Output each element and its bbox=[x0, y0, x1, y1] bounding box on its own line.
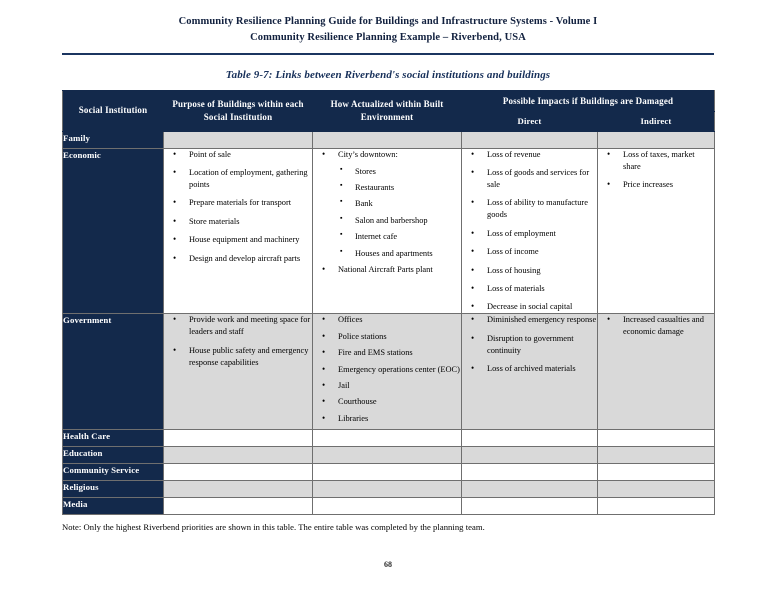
actualized-cell bbox=[313, 447, 462, 464]
bullet-item: • Diminished emergency response bbox=[462, 314, 597, 326]
bullet-item: • Location of employment, gathering points bbox=[164, 167, 312, 191]
institution-name-cell: Media bbox=[63, 498, 164, 515]
purpose-cell bbox=[164, 481, 313, 498]
bullet-item-label: Libraries bbox=[338, 413, 369, 423]
column-header-group-impacts: Possible Impacts if Buildings are Damaged bbox=[462, 90, 715, 112]
actualized-cell bbox=[313, 481, 462, 498]
table-row bbox=[63, 481, 715, 498]
column-header-social-institution: Social Institution bbox=[63, 90, 164, 131]
table-row bbox=[63, 447, 715, 464]
page-number: 68 bbox=[384, 560, 392, 569]
institution-name-cell: Government bbox=[63, 314, 164, 430]
sub-bullet-item: ▪ Salon and barbershop bbox=[338, 215, 461, 227]
indirect-impacts-cell bbox=[598, 447, 715, 464]
bullet-item bbox=[313, 364, 461, 376]
bullet-list bbox=[164, 314, 312, 368]
purpose-cell bbox=[164, 498, 313, 515]
sub-bullet-item: ▪ Stores bbox=[338, 166, 461, 178]
bullet-item: • Loss of ability to manufacture goods bbox=[462, 197, 597, 221]
purpose-cell bbox=[164, 447, 313, 464]
indirect-impacts-cell bbox=[598, 430, 715, 447]
bullet-item bbox=[313, 264, 461, 276]
sub-bullet-item: ▪ Bank bbox=[338, 198, 461, 210]
bullet-item-label: City’s downtown: bbox=[338, 149, 398, 159]
indirect-impacts-cell bbox=[598, 481, 715, 498]
running-header bbox=[0, 0, 776, 47]
running-header-line-2: Community Resilience Planning Example – Riverbend, USA bbox=[250, 32, 526, 44]
bullet-item-label: Courthouse bbox=[338, 397, 377, 407]
bullet-item bbox=[313, 413, 461, 425]
bullet-item: • Loss of revenue bbox=[462, 149, 597, 161]
bullet-item: • Increased casualties and economic damage bbox=[598, 314, 714, 338]
bullet-item: • Loss of archived materials bbox=[462, 363, 597, 375]
purpose-cell bbox=[164, 148, 313, 314]
direct-impacts-cell bbox=[462, 430, 598, 447]
purpose-cell bbox=[164, 131, 313, 148]
bullet-item-label: Fire and EMS stations bbox=[338, 348, 413, 358]
bullet-item: • Provide work and meeting space for leaders and staff bbox=[164, 314, 312, 338]
table-row bbox=[63, 498, 715, 515]
bullet-item: • Design and develop aircraft parts bbox=[164, 253, 312, 265]
direct-impacts-cell bbox=[462, 314, 598, 430]
bullet-item: • Decrease in social capital bbox=[462, 301, 597, 313]
bullet-list bbox=[598, 314, 714, 338]
bullet-item bbox=[313, 314, 461, 326]
table-caption: Table 9-7: Links between Riverbend's social institutions and buildings bbox=[225, 68, 551, 81]
institution-name-cell: Education bbox=[63, 447, 164, 464]
bullet-list bbox=[313, 314, 461, 424]
actualized-cell bbox=[313, 314, 462, 430]
indirect-impacts-cell bbox=[598, 498, 715, 515]
bullet-item-label: Police stations bbox=[338, 331, 387, 341]
sub-bullet-list bbox=[338, 166, 461, 260]
bullet-item: • House equipment and machinery bbox=[164, 234, 312, 246]
bullet-item: • House public safety and emergency response capabilities bbox=[164, 345, 312, 369]
bullet-list bbox=[462, 314, 597, 375]
direct-impacts-cell bbox=[462, 464, 598, 481]
social-institutions-table bbox=[62, 90, 715, 516]
purpose-cell bbox=[164, 430, 313, 447]
table-row bbox=[63, 464, 715, 481]
bullet-item: • Loss of materials bbox=[462, 283, 597, 295]
actualized-cell bbox=[313, 498, 462, 515]
indirect-impacts-cell bbox=[598, 131, 715, 148]
table-body bbox=[63, 131, 715, 515]
bullet-item bbox=[313, 396, 461, 408]
sub-bullet-item: ▪ Restaurants bbox=[338, 182, 461, 194]
table-row bbox=[63, 314, 715, 430]
purpose-cell bbox=[164, 314, 313, 430]
institution-name-cell: Family bbox=[63, 131, 164, 148]
direct-impacts-cell bbox=[462, 148, 598, 314]
indirect-impacts-cell bbox=[598, 314, 715, 430]
bullet-item: • Loss of employment bbox=[462, 228, 597, 240]
indirect-impacts-cell bbox=[598, 148, 715, 314]
header-divider-rule bbox=[62, 53, 714, 55]
bullet-list bbox=[313, 149, 461, 276]
actualized-cell bbox=[313, 131, 462, 148]
bullet-item bbox=[313, 347, 461, 359]
sub-bullet-item: ▪ Internet cafe bbox=[338, 231, 461, 243]
table-header-row-1 bbox=[63, 90, 715, 112]
column-header-direct: Direct bbox=[462, 112, 598, 131]
bullet-item: • Disruption to government continuity bbox=[462, 333, 597, 357]
institution-name-cell: Economic bbox=[63, 148, 164, 314]
bullet-item-label: Jail bbox=[338, 381, 350, 391]
bullet-item: • Point of sale bbox=[164, 149, 312, 161]
table-row bbox=[63, 430, 715, 447]
bullet-item: • Store materials bbox=[164, 216, 312, 228]
bullet-item: • Loss of taxes, market share bbox=[598, 149, 714, 173]
institution-name-cell: Religious bbox=[63, 481, 164, 498]
bullet-item bbox=[313, 380, 461, 392]
column-header-indirect: Indirect bbox=[598, 112, 715, 131]
table-note: Note: Only the highest Riverbend priorities are shown in this table. The entire table was completed by the planning team. bbox=[62, 522, 485, 533]
direct-impacts-cell bbox=[462, 447, 598, 464]
running-header-line-1: Community Resilience Planning Guide for Buildings and Infrastructure Systems - Volume I bbox=[178, 16, 598, 27]
direct-impacts-cell bbox=[462, 131, 598, 148]
direct-impacts-cell bbox=[462, 498, 598, 515]
bullet-item bbox=[313, 331, 461, 343]
actualized-cell bbox=[313, 148, 462, 314]
bullet-item-label: Emergency operations center (EOC) bbox=[338, 364, 460, 374]
bullet-list bbox=[462, 149, 597, 314]
bullet-list bbox=[598, 149, 714, 191]
table-row bbox=[63, 148, 715, 314]
bullet-item: • Loss of goods and services for sale bbox=[462, 167, 597, 191]
actualized-cell bbox=[313, 430, 462, 447]
table-head bbox=[63, 90, 715, 131]
institution-name-cell: Health Care bbox=[63, 430, 164, 447]
sub-bullet-item: ▪ Houses and apartments bbox=[338, 248, 461, 260]
bullet-item: • Loss of income bbox=[462, 246, 597, 258]
purpose-cell bbox=[164, 464, 313, 481]
indirect-impacts-cell bbox=[598, 464, 715, 481]
bullet-item bbox=[313, 149, 461, 260]
bullet-item: • Loss of housing bbox=[462, 265, 597, 277]
bullet-item: • Prepare materials for transport bbox=[164, 197, 312, 209]
institution-name-cell: Community Service bbox=[63, 464, 164, 481]
table-container bbox=[62, 90, 714, 516]
column-header-purpose: Purpose of Buildings within each Social Institution bbox=[164, 90, 313, 131]
column-header-actualized: How Actualized within Built Environment bbox=[313, 90, 462, 131]
bullet-item: • Price increases bbox=[598, 179, 714, 191]
bullet-item-label: Offices bbox=[338, 315, 363, 325]
direct-impacts-cell bbox=[462, 481, 598, 498]
actualized-cell bbox=[313, 464, 462, 481]
bullet-item-label: National Aircraft Parts plant bbox=[338, 265, 433, 275]
bullet-list bbox=[164, 149, 312, 265]
table-row bbox=[63, 131, 715, 148]
